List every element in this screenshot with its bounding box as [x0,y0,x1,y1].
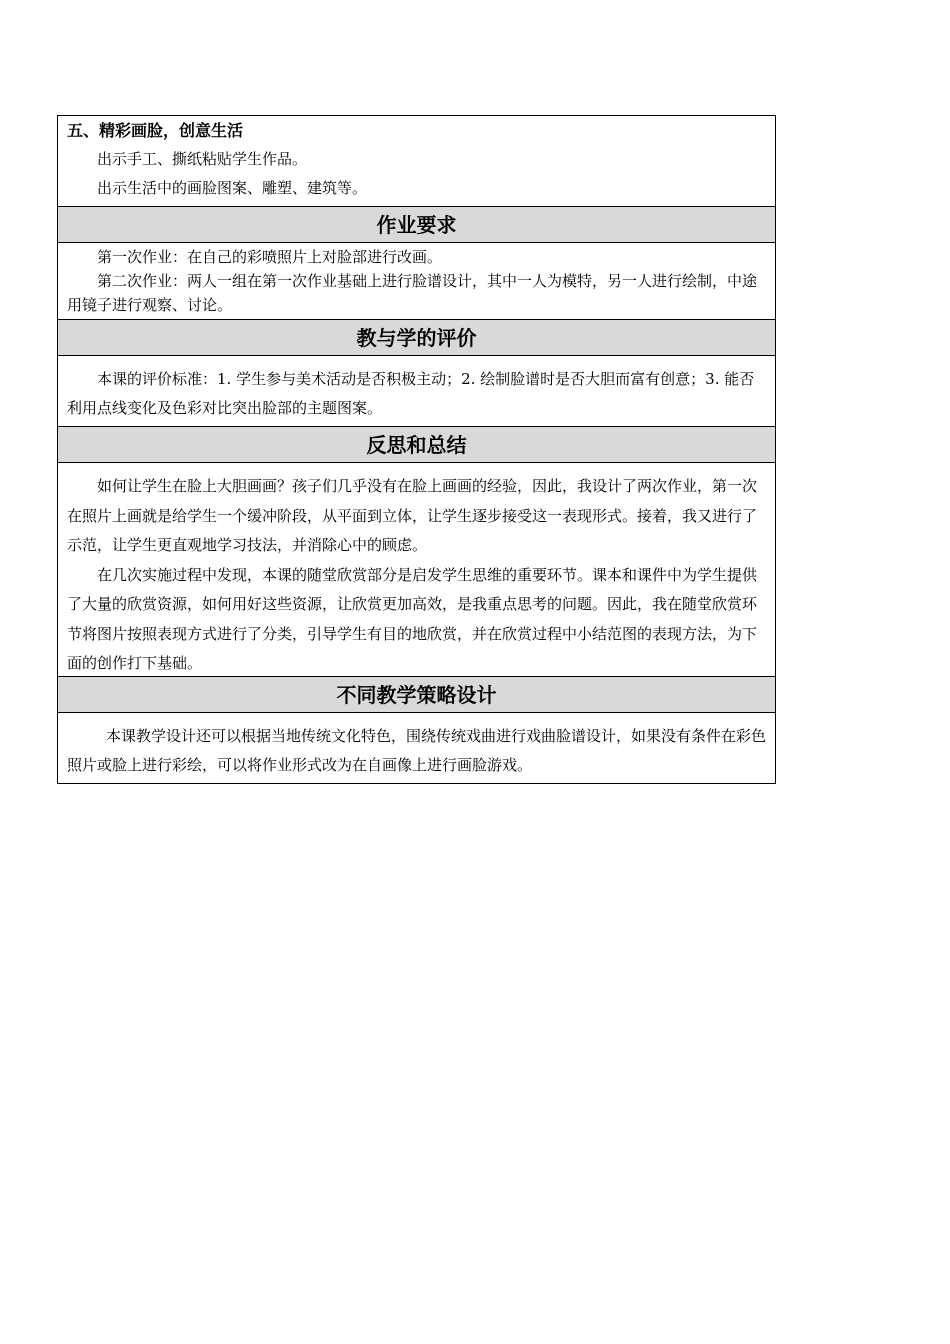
homework-paragraph-1: 第一次作业：在自己的彩喷照片上对脸部进行改画。 [97,248,443,266]
evaluation-heading: 教与学的评价 [58,320,775,356]
evaluation-paragraph-1: 本课的评价标准：1. 学生参与美术活动是否积极主动；2. 绘制脸谱时是否大胆而富有创意；3. 能否利用点线变化及色彩对比突出脸部的主题图案。 [67,370,755,417]
homework-cell [58,243,775,320]
lesson-plan-table [57,115,776,784]
evaluation-cell [58,356,775,427]
reflection-paragraph-1: 如何让学生在脸上大胆画画？孩子们几乎没有在脸上画画的经验，因此，我设计了两次作业，第一次在照片上画就是给学生一个缓冲阶段，从平面到立体，让学生逐步接受这一表现形式。接着，我又进行了示范，让学生更直观地学习技法，并消除心中的顾虑。 [67,477,758,554]
strategy-cell [58,713,775,783]
reflection-heading: 反思和总结 [58,427,775,463]
section-5-paragraph-1: 出示手工、撕纸粘贴学生作品。 [97,150,308,168]
homework-heading: 作业要求 [58,207,775,243]
section-5-title: 五、精彩画脸，创意生活 [67,121,244,140]
reflection-cell [58,463,775,677]
section-5-cell [58,116,775,207]
section-5-paragraph-2: 出示生活中的画脸图案、雕塑、建筑等。 [97,179,368,197]
homework-paragraph-2: 第二次作业：两人一组在第一次作业基础上进行脸谱设计，其中一人为模特，另一人进行绘制，中途用镜子进行观察、讨论。 [67,272,758,314]
strategy-heading: 不同教学策略设计 [58,677,775,713]
reflection-paragraph-2: 在几次实施过程中发现，本课的随堂欣赏部分是启发学生思维的重要环节。课本和课件中为学生提供了大量的欣赏资源，如何用好这些资源，让欣赏更加高效，是我重点思考的问题。因此，我在随堂欣赏环节将图片按照表现方式进行了分类，引导学生有目的地欣赏，并在欣赏过程中小结范图的表现方法，为下面的创作打下基础。 [67,565,758,672]
strategy-paragraph-1: 本课教学设计还可以根据当地传统文化特色，围绕传统戏曲进行戏曲脸谱设计，如果没有条件在彩色照片或脸上进行彩绘，可以将作业形式改为在自画像上进行画脸游戏。 [67,727,767,774]
